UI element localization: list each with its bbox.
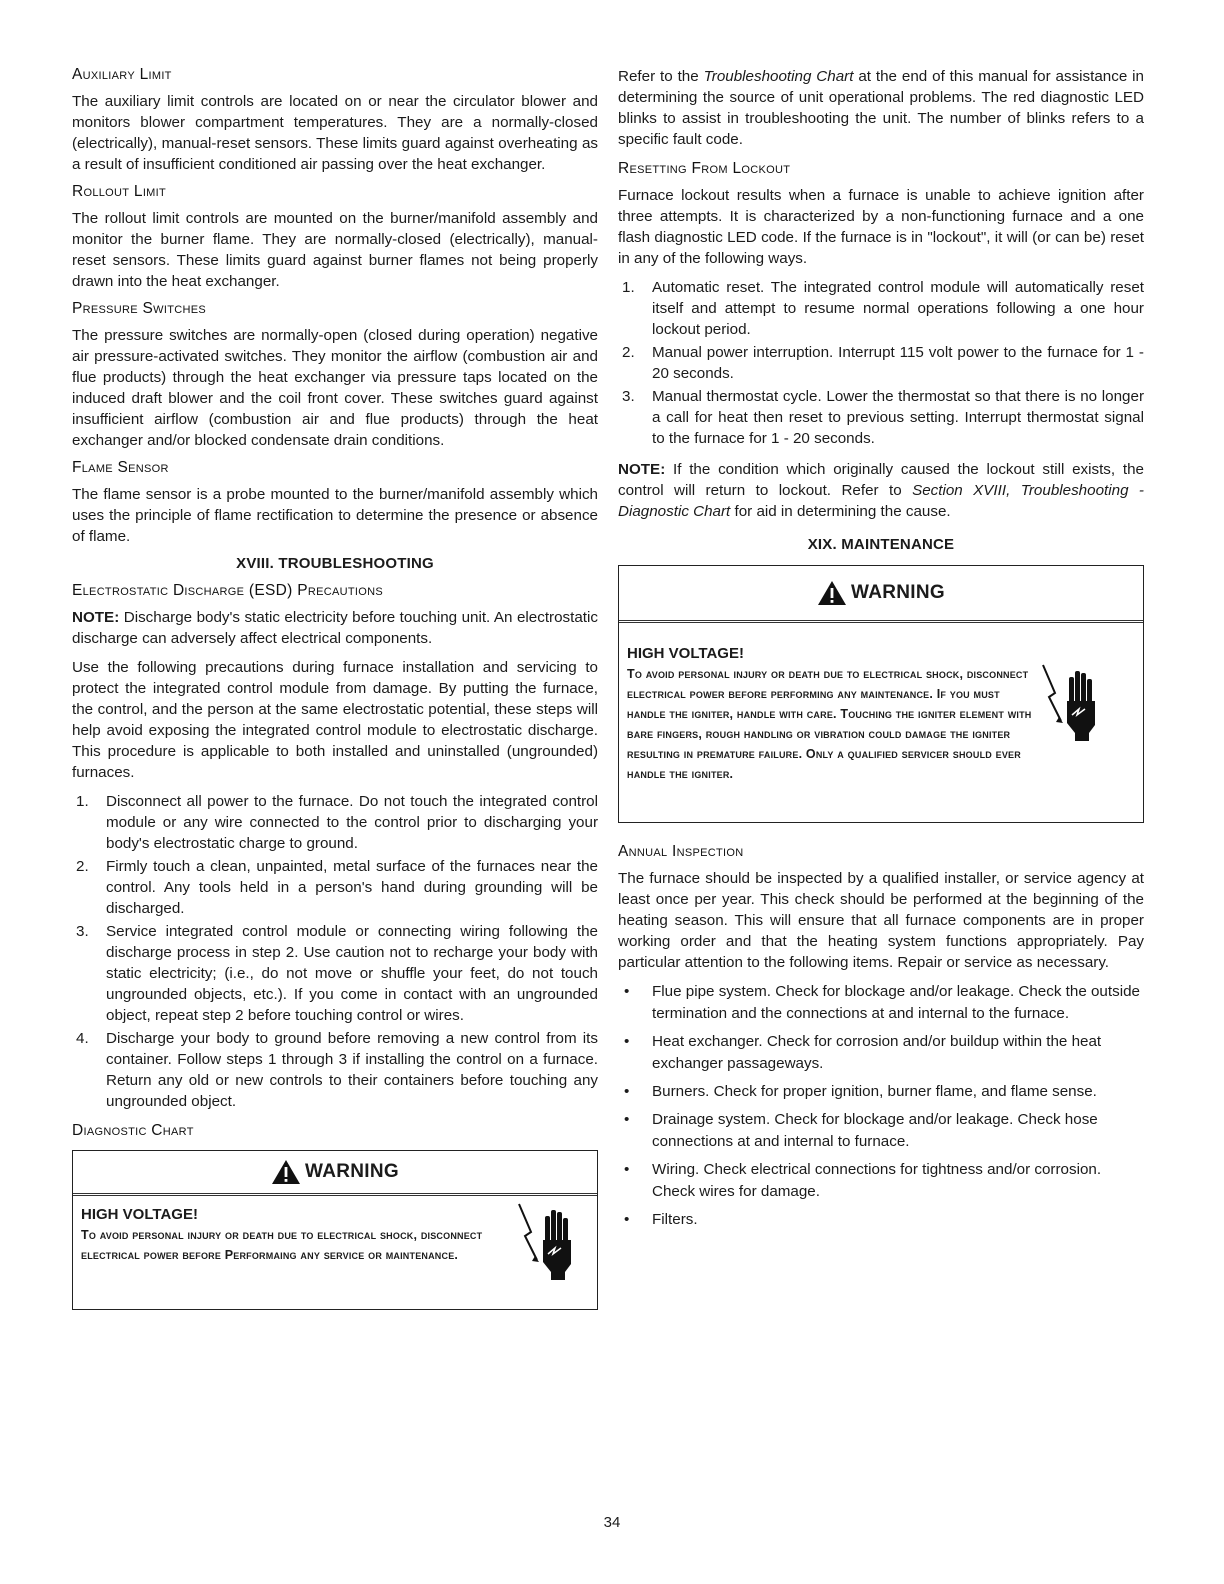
list-item: • Filters. [618, 1209, 1144, 1231]
troubleshooting-chart-ref: Troubleshooting Chart [703, 68, 854, 85]
rollout-limit-text: The rollout limit controls are mounted on the burner/manifold assembly and monitor the burner flame. They are normally-closed (electrically), manual-reset sensors. These limits guard against burner flames not being properly drawn into the heat exchanger. [72, 210, 598, 290]
bullet-icon: • [624, 983, 630, 1000]
list-item: • Heat exchanger. Check for corrosion and/or buildup within the heat exchanger passageways. [618, 1031, 1144, 1075]
esd-text: Use the following precautions during furnace installation and servicing to protect the integrated control module from damage. By putting the furnace, the control, and the person at the same electrostatic potential, these steps will help avoid exposing the integrated control module to electrostatic discharge. This procedure is applicable to both installed and uninstalled (ungrounded) furnaces. [72, 659, 598, 781]
inspection-items-list [618, 981, 1144, 1231]
warning-triangle-icon [817, 580, 847, 606]
auxiliary-limit-text: The auxiliary limit controls are located on or near the circulator blower and monitors blower compartment temperatures. They are a normally-closed (electrically), manual-reset sensors. These limits guard against overheating as a result of insufficient conditioned air passing over the heat exchanger. [72, 93, 598, 173]
list-item: 2. Manual power interruption. Interrupt 115 volt power to the furnace for 1 - 20 seconds. [622, 344, 1144, 382]
warning-text: To avoid personal injury or death due to electrical shock, disconnect electrical power before Performaing any service or maintenance. [81, 1228, 483, 1262]
diagnostic-chart-heading: Diagnostic Chart [72, 1122, 194, 1139]
list-item: • Drainage system. Check for blockage and/or leakage. Check hose connections at and internal to furnace. [618, 1109, 1144, 1153]
annual-inspection-text: The furnace should be inspected by a qualified installer, or service agency at least once per year. This check should be performed at the beginning of the heating season. This will ensure that all furnace components are in proper working order and that the heating system functions appropriately. Pay particular attention to the following items. Repair or service as necessary. [618, 870, 1144, 971]
esd-steps-list [72, 791, 598, 1112]
bullet-icon: • [624, 1161, 630, 1178]
flame-sensor-text: The flame sensor is a probe mounted to the burner/manifold assembly which uses the principle of flame rectification to determine the presence or absence of flame. [72, 486, 598, 545]
troubleshooting-intro: Refer to the Troubleshooting Chart at the end of this manual for assistance in determining the source of unit operational problems. The red diagnostic LED blinks to assist in troubleshooting the unit. The number of blinks refers to a specific fault code. [618, 68, 1145, 148]
bullet-icon: • [624, 1211, 630, 1228]
warning-text: To avoid personal injury or death due to electrical shock, disconnect electrical power before performing any maintenance. If you must handle the igniter, handle with care. Touching the igniter element with bare fingers, rough handling or vibration could damage the igniter resulting in premature failure. Only a qualified servicer should ever handle the igniter. [627, 667, 1032, 781]
warning-title: WARNING [305, 1161, 399, 1182]
bullet-icon: • [624, 1111, 630, 1128]
list-item: • Wiring. Check electrical connections for tightness and/or corrosion. Check wires for damage. [618, 1159, 1144, 1203]
warning-box-diagnostic [72, 1150, 598, 1310]
annual-inspection-heading: Annual Inspection [618, 843, 744, 860]
lockout-note-label: NOTE: [618, 461, 666, 478]
rollout-limit-heading: Rollout Limit [72, 183, 167, 200]
high-voltage-label: HIGH VOLTAGE! [81, 1206, 198, 1223]
list-item: 3. Manual thermostat cycle. Lower the thermostat so that there is no longer a call for heat then reset to previous setting. Interrupt thermostat signal to the furnace for 1 - 20 seconds. [622, 388, 1144, 447]
flame-sensor-heading: Flame Sensor [72, 459, 169, 476]
list-item: 2. Firmly touch a clean, unpainted, metal surface of the furnaces near the control. Any tools held in a person's hand during grounding will be discharged. [76, 858, 598, 917]
warning-title: WARNING [851, 582, 945, 603]
list-item: 1. Disconnect all power to the furnace. Do not touch the integrated control module or any wire connected to the control prior to discharging your body's electrostatic charge to ground. [76, 793, 598, 852]
electric-shock-hand-icon [1039, 663, 1103, 743]
bullet-icon: • [624, 1033, 630, 1050]
warning-box-maintenance [618, 565, 1144, 823]
esd-precautions-heading: Electrostatic Discharge (ESD) Precautions [72, 582, 383, 599]
lockout-note: NOTE: If the condition which originally caused the lockout still exists, the control will return to lockout. Refer to Section XVIII, Troubleshooting - Diagnostic Chart for aid in determining the cause. [618, 461, 1144, 520]
left-column [72, 66, 598, 1310]
electric-shock-hand-icon [515, 1202, 579, 1282]
troubleshooting-heading: XVIII. TROUBLESHOOTING [236, 555, 434, 572]
resetting-lockout-text: Furnace lockout results when a furnace is unable to achieve ignition after three attempts. It is characterized by a non-functioning furnace and a one flash diagnostic LED code. If the furnace is in "lockout", it will (or can be) reset in any of the following ways. [618, 187, 1144, 267]
esd-note-label: NOTE: [72, 609, 120, 626]
warning-triangle-icon [271, 1159, 301, 1185]
auxiliary-limit-heading: Auxiliary Limit [72, 66, 172, 83]
list-item: 3. Service integrated control module or connecting wiring following the discharge process in step 2. Use caution not to recharge your body with static electricity; (i.e., do not move or shuffle your feet, do not touch ungrounded objects, etc.). If you come in contact with an ungrounded object, repeat step 2 before touching control or wires. [76, 923, 598, 1024]
list-item: • Burners. Check for proper ignition, burner flame, and flame sense. [618, 1081, 1144, 1103]
section-reference: Section XVIII, Troubleshooting - Diagnostic Chart [618, 482, 1144, 520]
warning-body [619, 623, 1143, 790]
list-item: 4. Discharge your body to ground before removing a new control from its container. Follow steps 1 through 3 if installing the control on a furnace. Return any old or new controls to their containers before touching any ungrounded object. [76, 1030, 598, 1110]
pressure-switches-text: The pressure switches are normally-open (closed during operation) negative air pressure-activated switches. They monitor the airflow (combustion air and flue products) through the heat exchanger via pressure taps located on the induced draft blower and the coil front cover. These switches guard against insufficient airflow (combustion air and flue products) through the heat exchanger and/or blocked condensate drain conditions. [72, 327, 598, 449]
list-item: 1. Automatic reset. The integrated control module will automatically reset itself and attempt to resume normal operations following a one hour lockout period. [622, 279, 1144, 338]
pressure-switches-heading: Pressure Switches [72, 300, 206, 317]
warning-header [73, 1151, 597, 1196]
warning-header [619, 566, 1143, 623]
resetting-lockout-heading: Resetting From Lockout [618, 160, 791, 177]
bullet-icon: • [624, 1083, 630, 1100]
reset-steps-list [618, 277, 1144, 449]
list-item: • Flue pipe system. Check for blockage and/or leakage. Check the outside termination and the connections at and internal to the furnace. [618, 981, 1144, 1025]
right-column [618, 66, 1144, 1237]
esd-note [72, 607, 598, 649]
maintenance-heading: XIX. MAINTENANCE [807, 536, 955, 553]
page-number: 34 [603, 1514, 621, 1531]
warning-body [73, 1196, 597, 1271]
high-voltage-label: HIGH VOLTAGE! [627, 645, 744, 662]
esd-note-text: Discharge body's static electricity before touching unit. An electrostatic discharge can adversely affect electrical components. [72, 609, 598, 647]
